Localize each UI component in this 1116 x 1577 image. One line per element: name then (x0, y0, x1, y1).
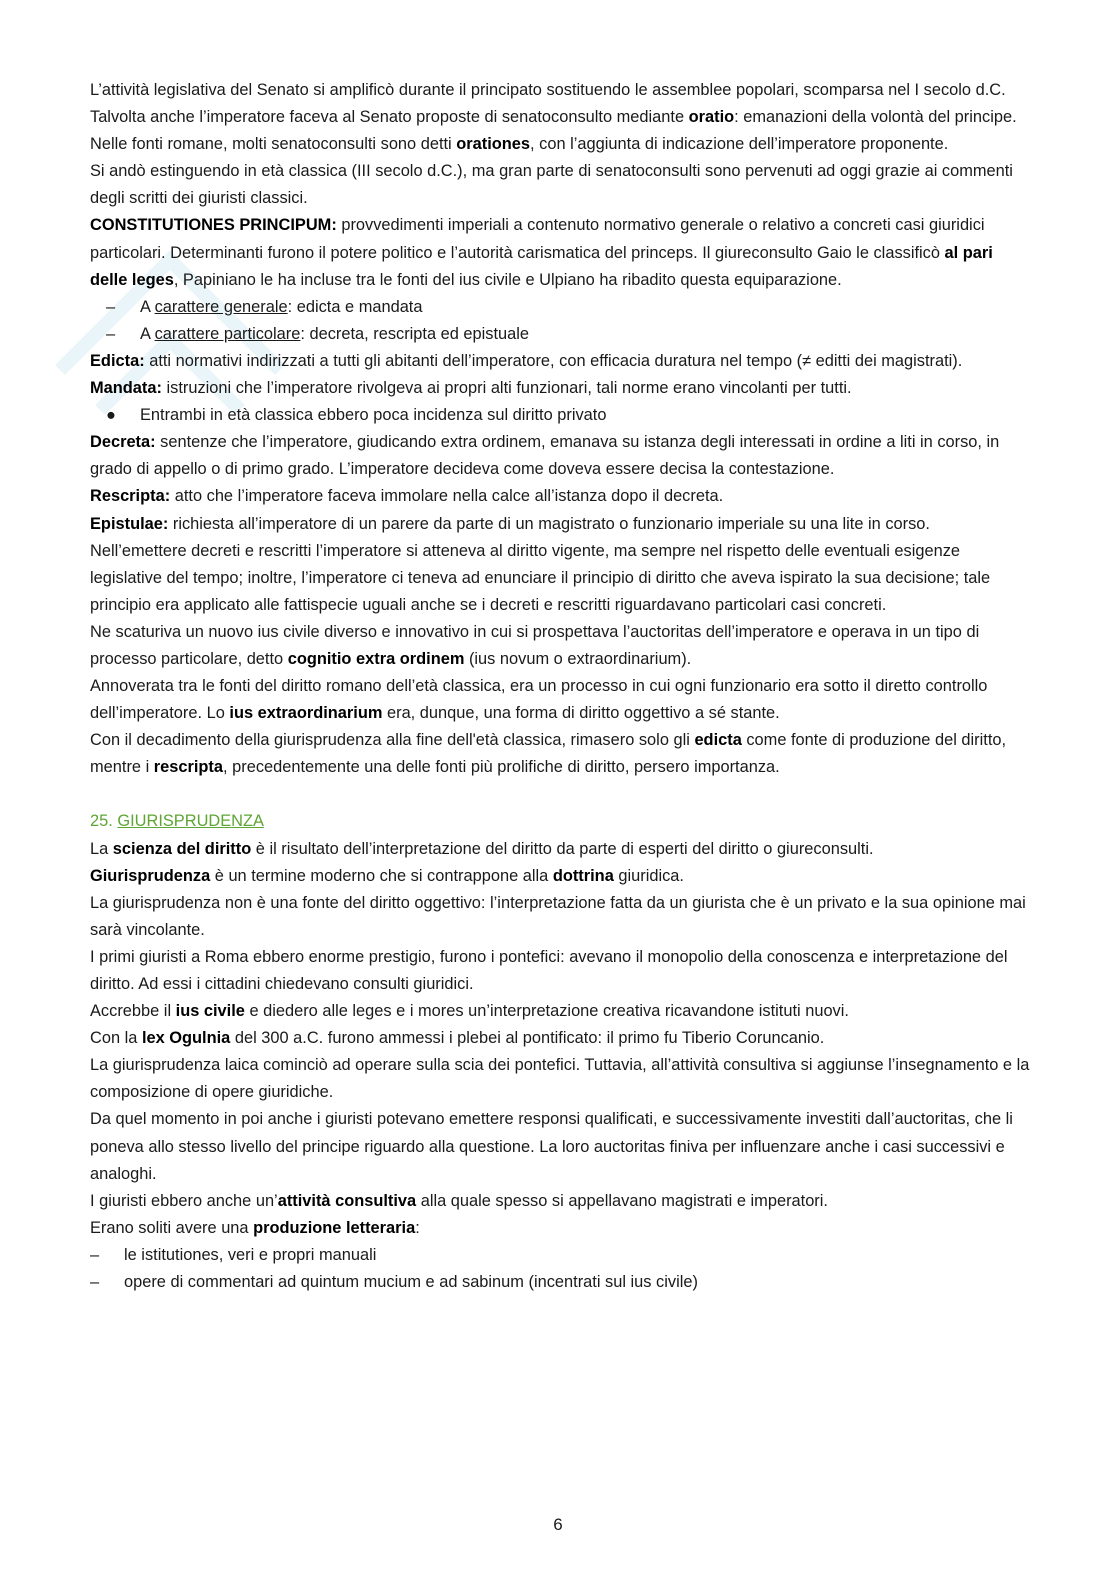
paragraph: L’attività legislativa del Senato si amplificò durante il principato sostituendo le assemblee popolari, scomparsa nel I secolo d.C. Talvolta anche l’imperatore faceva al Senato proposte di senatoconsulto mediante oratio: emanazioni della volontà del principe. Nelle fonti romane, molti senatoconsulti sono detti orationes, con l’aggiunta di indicazione dell’imperatore proponente. (90, 81, 1017, 154)
paragraph: La giurisprudenza laica cominciò ad operare sulla scia dei pontefici. Tuttavia, all’attività consultiva si aggiunse l’insegnamento e la composizione di opere giuridiche. (90, 1056, 1030, 1102)
paragraph: I giuristi ebbero anche un’attività consultiva alla quale spesso si appellavano magistrati e imperatori. (90, 1191, 828, 1210)
paragraph: La giurisprudenza non è una fonte del diritto oggettivo: l’interpretazione fatta da un giurista che è un privato e la sua opinione mai sarà vincolante. (90, 893, 1026, 939)
paragraph: I primi giuristi a Roma ebbero enorme prestigio, furono i pontefici: avevano il monopolio della conoscenza e interpretazione del diritto. Ad essi i cittadini chiedevano consulti giuridici. (90, 947, 1008, 993)
list-item: ● Entrambi in età classica ebbero poca incidenza sul diritto privato (90, 402, 1030, 429)
definition-mandata: Mandata: istruzioni che l’imperatore rivolgeva ai propri alti funzionari, tali norme erano vincolanti per tutti. (90, 379, 852, 398)
paragraph: Con il decadimento della giurisprudenza alla fine dell'età classica, rimasero solo gli edicta come fonte di produzione del diritto, mentre i rescripta, precedentemente una delle fonti più prolifiche di diritto, persero importanza. (90, 731, 1007, 777)
paragraph: Da quel momento in poi anche i giuristi potevano emettere responsi qualificati, e successivamente investiti dall’auctoritas, che li poneva allo stesso livello del principe riguardo alla questione. La loro auctoritas finiva per influenzare anche i casi successivi e analoghi. (90, 1110, 1013, 1183)
list-item: – opere di commentari ad quintum mucium e ad sabinum (incentrati sul ius civile) (90, 1273, 698, 1292)
bullet-icon: ● (106, 406, 116, 425)
body-text (90, 77, 1030, 1296)
paragraph: Giurisprudenza è un termine moderno che si contrappone alla dottrina giuridica. (90, 866, 684, 885)
page-number: 6 (553, 1515, 563, 1534)
definition-edicta: Edicta: atti normativi indirizzati a tutti gli abitanti dell’imperatore, con efficacia duratura nel tempo (≠ editti dei magistrati). (90, 351, 963, 370)
definition-epistulae: Epistulae: richiesta all’imperatore di un parere da parte di un magistrato o funzionario imperiale su una lite in corso. (90, 514, 930, 533)
paragraph: CONSTITUTIONES PRINCIPUM: provvedimenti imperiali a contenuto normativo generale o relativo a concreti casi giuridici particolari. Determinanti furono il potere politico e l’autorità carismatica del princeps. Il giureconsulto Gaio le classificò al pari delle leges, Papiniano le ha incluse tra le fonti del ius civile e Ulpiano ha ribadito questa equiparazione. (90, 216, 993, 289)
paragraph: La scienza del diritto è il risultato dell’interpretazione del diritto da parte di esperti del diritto o giureconsulti. (90, 839, 874, 858)
list-item: – le istitutiones, veri e propri manuali (90, 1245, 377, 1264)
list-item: – A carattere generale: edicta e mandata (106, 297, 423, 316)
paragraph: Accrebbe il ius civile e diedero alle leges e i mores un’interpretazione creativa ricavandone istituti nuovi. (90, 1002, 849, 1021)
paragraph: Nell’emettere decreti e rescritti l’imperatore si atteneva al diritto vigente, ma sempre nel rispetto delle eventuali esigenze legislative del tempo; inoltre, l’imperatore ci teneva ad enunciare il principio di diritto che aveva ispirato la sua decisione; tale principio era applicato alle fattispecie uguali anche se i decreti e rescritti riguardavano particolari casi concreti. (90, 541, 991, 614)
paragraph: Erano soliti avere una produzione letteraria: (90, 1218, 420, 1237)
section-heading: 25. GIURISPRUDENZA (90, 812, 264, 831)
paragraph: Si andò estinguendo in età classica (III secolo d.C.), ma gran parte di senatoconsulti sono pervenuti ad oggi grazie ai commenti degli scritti dei giuristi classici. (90, 162, 1013, 208)
definition-decreta: Decreta: sentenze che l’imperatore, giudicando extra ordinem, emanava su istanza degli interessati in ordine a liti in corso, in grado di appello o di primo grado. L’imperatore decideva come doveva essere decisa la contestazione. (90, 433, 1000, 479)
definition-rescripta: Rescripta: atto che l’imperatore faceva immolare nella calce all’istanza dopo il decreta. (90, 487, 724, 506)
paragraph: Con la lex Ogulnia del 300 a.C. furono ammessi i plebei al pontificato: il primo fu Tiberio Coruncanio. (90, 1029, 825, 1048)
paragraph: Ne scaturiva un nuovo ius civile diverso e innovativo in cui si prospettava l’auctoritas dell’imperatore e operava in un tipo di processo particolare, detto cognitio extra ordinem (ius novum o extraordinarium). (90, 622, 980, 668)
paragraph: Annoverata tra le fonti del diritto romano dell’età classica, era un processo in cui ogni funzionario era sotto il diretto controllo dell’imperatore. Lo ius extraordinarium era, dunque, una forma di diritto oggettivo a sé stante. (90, 677, 988, 723)
list-item: – A carattere particolare: decreta, rescripta ed epistuale (106, 324, 530, 343)
